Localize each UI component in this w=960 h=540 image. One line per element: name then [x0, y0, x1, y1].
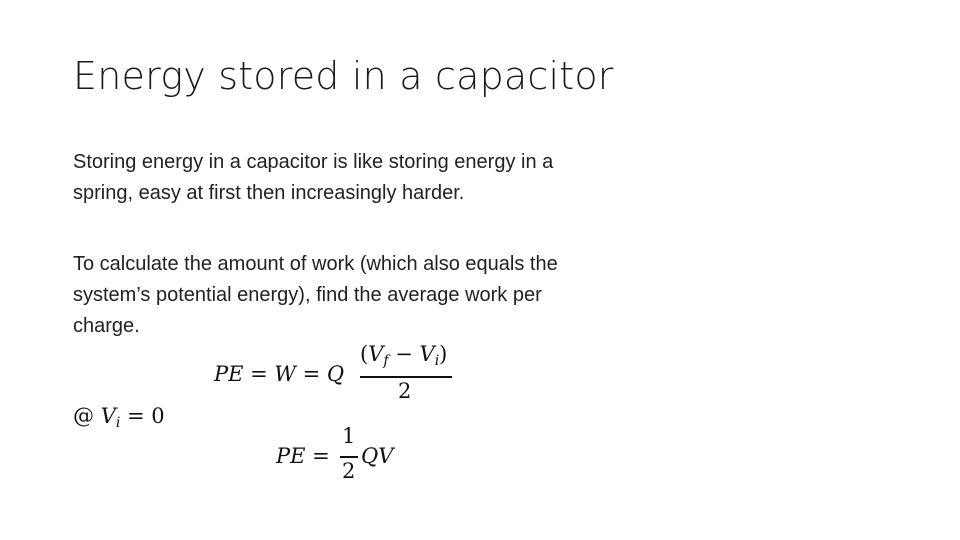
fraction-two: 2 — [342, 459, 356, 483]
fraction-one: 1 — [342, 424, 356, 448]
equation-energy-qv: QV — [361, 444, 394, 468]
paragraph-average-work: To calculate the amount of work (which also equals the system’s potential energy), find the average work per charge. — [73, 253, 558, 337]
condition-vi-zero — [73, 404, 165, 431]
equation-energy-denominator — [342, 459, 355, 483]
equation-work-denominator — [398, 379, 411, 403]
equation-work — [214, 362, 344, 386]
equation-energy-pe: PE = — [276, 444, 330, 468]
denominator-two: 2 — [398, 379, 412, 403]
condition-rhs: = 0 — [120, 404, 165, 428]
numerator-vi: V — [419, 342, 435, 366]
equation-energy-numerator — [342, 424, 355, 448]
numerator-open-paren: ( — [360, 342, 369, 366]
numerator-vf-sub: f — [383, 353, 389, 369]
numerator-vf: V — [368, 342, 384, 366]
slide-title: Energy stored in a capacitor — [73, 54, 614, 98]
condition-at: @ — [73, 404, 94, 428]
equation-energy-rhs — [361, 444, 393, 468]
numerator-vi-sub: i — [434, 353, 440, 369]
condition-v-sub: i — [115, 415, 121, 431]
equation-energy-lhs — [276, 444, 330, 468]
numerator-minus: − — [388, 342, 420, 366]
numerator-close-paren: ) — [439, 342, 448, 366]
equation-work-lhs: PE = W = Q — [214, 362, 345, 386]
condition-v: V — [100, 404, 116, 428]
paragraph-spring-analogy: Storing energy in a capacitor is like storing energy in a spring, easy at first then increasingly harder. — [73, 151, 554, 204]
equation-work-numerator — [360, 342, 447, 369]
equation-energy-fraction-bar — [340, 456, 358, 458]
equation-work-fraction-bar — [360, 376, 452, 378]
